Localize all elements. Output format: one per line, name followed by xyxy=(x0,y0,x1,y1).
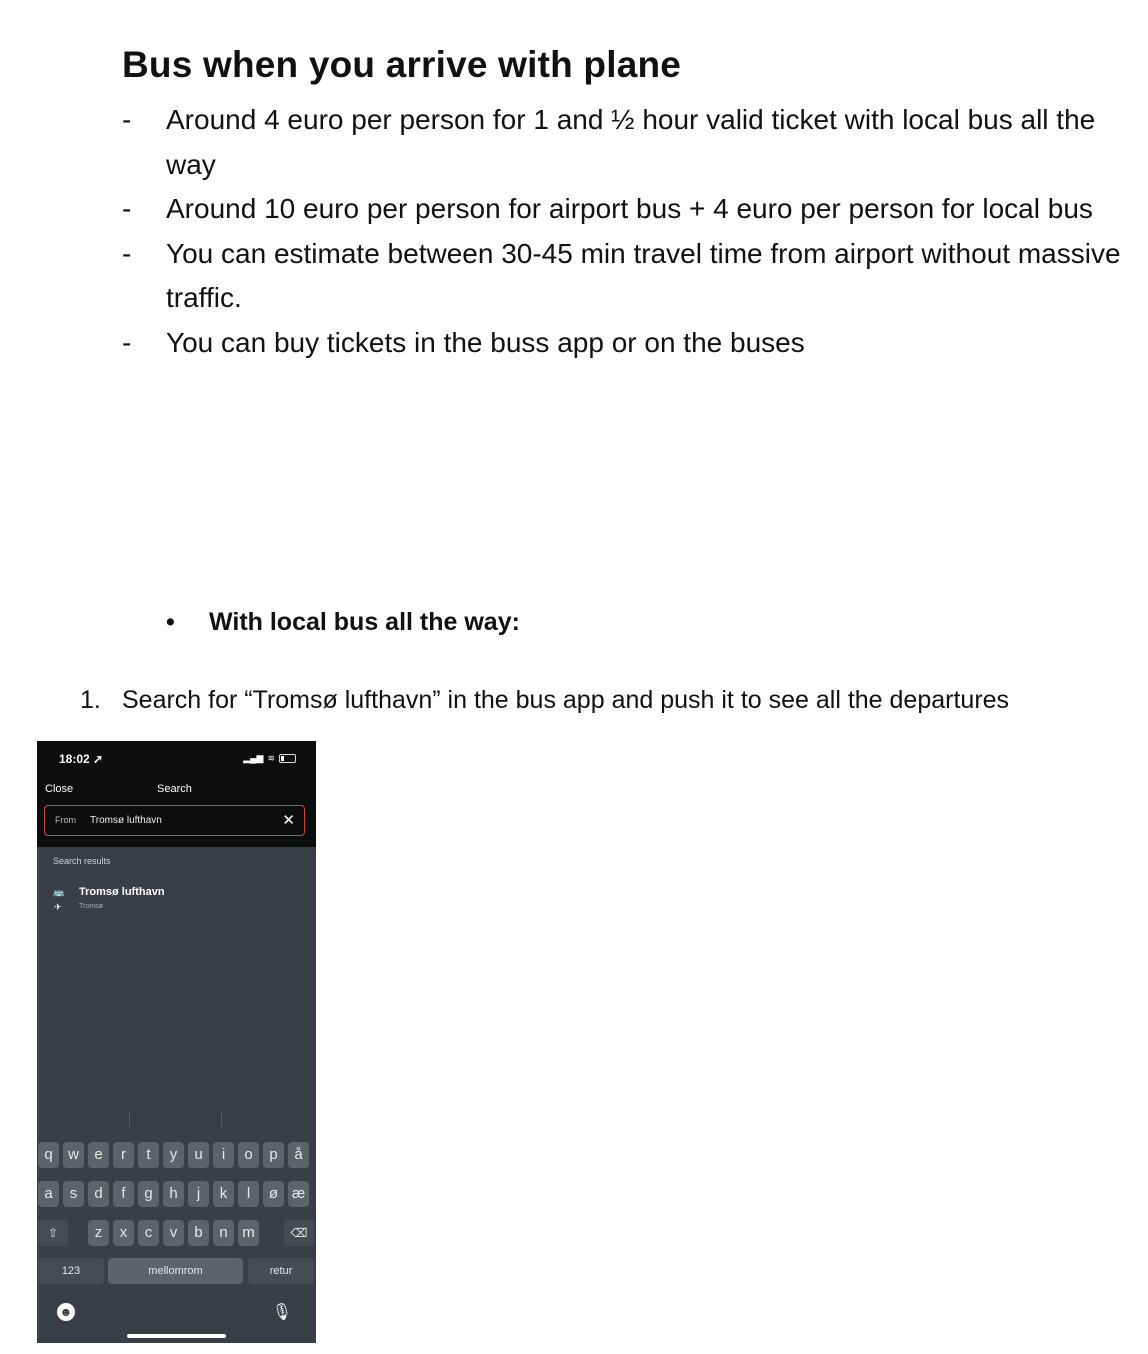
key[interactable]: j xyxy=(188,1181,209,1207)
key[interactable]: æ xyxy=(288,1181,309,1207)
status-time-text: 18:02 xyxy=(59,752,90,766)
result-name: Tromsø lufthavn xyxy=(79,886,165,898)
key[interactable]: p xyxy=(263,1142,284,1168)
key[interactable]: f xyxy=(113,1181,134,1207)
from-value[interactable]: Tromsø lufthavn xyxy=(90,815,162,826)
emoji-icon[interactable]: ☻ xyxy=(57,1303,75,1321)
section-heading-text: With local bus all the way: xyxy=(209,608,520,636)
keyboard-row-3 xyxy=(37,1220,316,1246)
close-button[interactable]: Close xyxy=(45,783,74,795)
key[interactable]: o xyxy=(238,1142,259,1168)
bullet-marker: • xyxy=(166,608,175,636)
key[interactable]: c xyxy=(138,1220,159,1246)
key[interactable]: s xyxy=(63,1181,84,1207)
search-result-item[interactable] xyxy=(51,886,291,918)
list-item-text: Around 4 euro per person for 1 and ½ hour valid ticket with local bus all the way xyxy=(166,104,1096,180)
step-text: Search for “Tromsø lufthavn” in the bus app and push it to see all the departures xyxy=(122,686,1010,714)
key[interactable]: x xyxy=(113,1220,134,1246)
dash-marker: - xyxy=(122,104,132,135)
backspace-icon[interactable]: ⌫ xyxy=(284,1220,314,1246)
key[interactable]: d xyxy=(88,1181,109,1207)
key[interactable]: a xyxy=(38,1181,59,1207)
dash-marker: - xyxy=(122,237,132,269)
return-key[interactable]: retur xyxy=(248,1258,314,1284)
key[interactable]: u xyxy=(188,1142,209,1168)
status-icons xyxy=(243,753,296,764)
suggestion-divider xyxy=(129,1111,130,1127)
list-item-text: Around 10 euro per person for airport bus + 4 euro per person for local bus xyxy=(166,193,1093,224)
key[interactable]: v xyxy=(163,1220,184,1246)
key[interactable]: q xyxy=(38,1142,59,1168)
keyboard-row-1 xyxy=(37,1142,316,1168)
key[interactable]: t xyxy=(138,1142,159,1168)
key[interactable]: z xyxy=(88,1220,109,1246)
bus-icon: 🚌 xyxy=(53,887,65,897)
close-icon[interactable]: ✕ xyxy=(282,812,295,829)
key[interactable]: n xyxy=(213,1220,234,1246)
step-number: 1. xyxy=(80,686,101,714)
list-item xyxy=(122,98,1122,187)
list-item xyxy=(122,321,1122,366)
key[interactable]: r xyxy=(113,1142,134,1168)
keyboard-row-2 xyxy=(37,1181,316,1207)
list-item-text: You can estimate between 30-45 min travel time from airport without massive traffic. xyxy=(166,237,1121,313)
key[interactable]: g xyxy=(138,1181,159,1207)
signal-icon: ▂▄▆ xyxy=(243,753,264,763)
dash-marker: - xyxy=(122,326,132,358)
key[interactable]: y xyxy=(163,1142,184,1168)
search-input[interactable] xyxy=(44,805,305,836)
result-subtitle: Tromsø xyxy=(79,903,103,910)
space-key[interactable]: mellomrom xyxy=(108,1258,243,1284)
keyboard-row-4 xyxy=(37,1258,316,1284)
key[interactable]: k xyxy=(213,1181,234,1207)
keyboard-bottom-bar xyxy=(37,1301,316,1331)
key[interactable]: e xyxy=(88,1142,109,1168)
key[interactable]: b xyxy=(188,1220,209,1246)
page-title: Bus when you arrive with plane xyxy=(122,44,682,85)
key[interactable]: i xyxy=(213,1142,234,1168)
plane-icon: ✈ xyxy=(54,902,62,912)
list-item xyxy=(122,232,1122,321)
key[interactable]: l xyxy=(238,1181,259,1207)
info-list xyxy=(122,98,1122,365)
suggestion-divider xyxy=(221,1111,222,1127)
search-results-label: Search results xyxy=(53,856,111,866)
list-item xyxy=(122,187,1122,232)
home-indicator[interactable] xyxy=(127,1334,226,1338)
from-label: From xyxy=(55,815,76,825)
microphone-icon[interactable]: 🎙 xyxy=(271,1304,292,1321)
dash-marker: - xyxy=(122,193,132,224)
location-arrow-icon: ➚ xyxy=(93,752,104,766)
key[interactable]: m xyxy=(238,1220,259,1246)
list-item-text: You can buy tickets in the buss app or on the buses xyxy=(166,326,805,358)
key[interactable]: w xyxy=(63,1142,84,1168)
shift-icon[interactable]: ⇧ xyxy=(38,1220,68,1246)
keyboard-suggestion-bar xyxy=(37,1103,316,1133)
phone-screenshot xyxy=(37,741,316,1343)
key[interactable]: ø xyxy=(263,1181,284,1207)
nav-title: Search xyxy=(157,783,192,795)
numbers-key[interactable]: 123 xyxy=(38,1258,104,1284)
wifi-icon: ≋ xyxy=(267,753,275,763)
battery-icon xyxy=(279,754,296,763)
status-time xyxy=(59,752,103,766)
key[interactable]: å xyxy=(288,1142,309,1168)
key[interactable]: h xyxy=(163,1181,184,1207)
